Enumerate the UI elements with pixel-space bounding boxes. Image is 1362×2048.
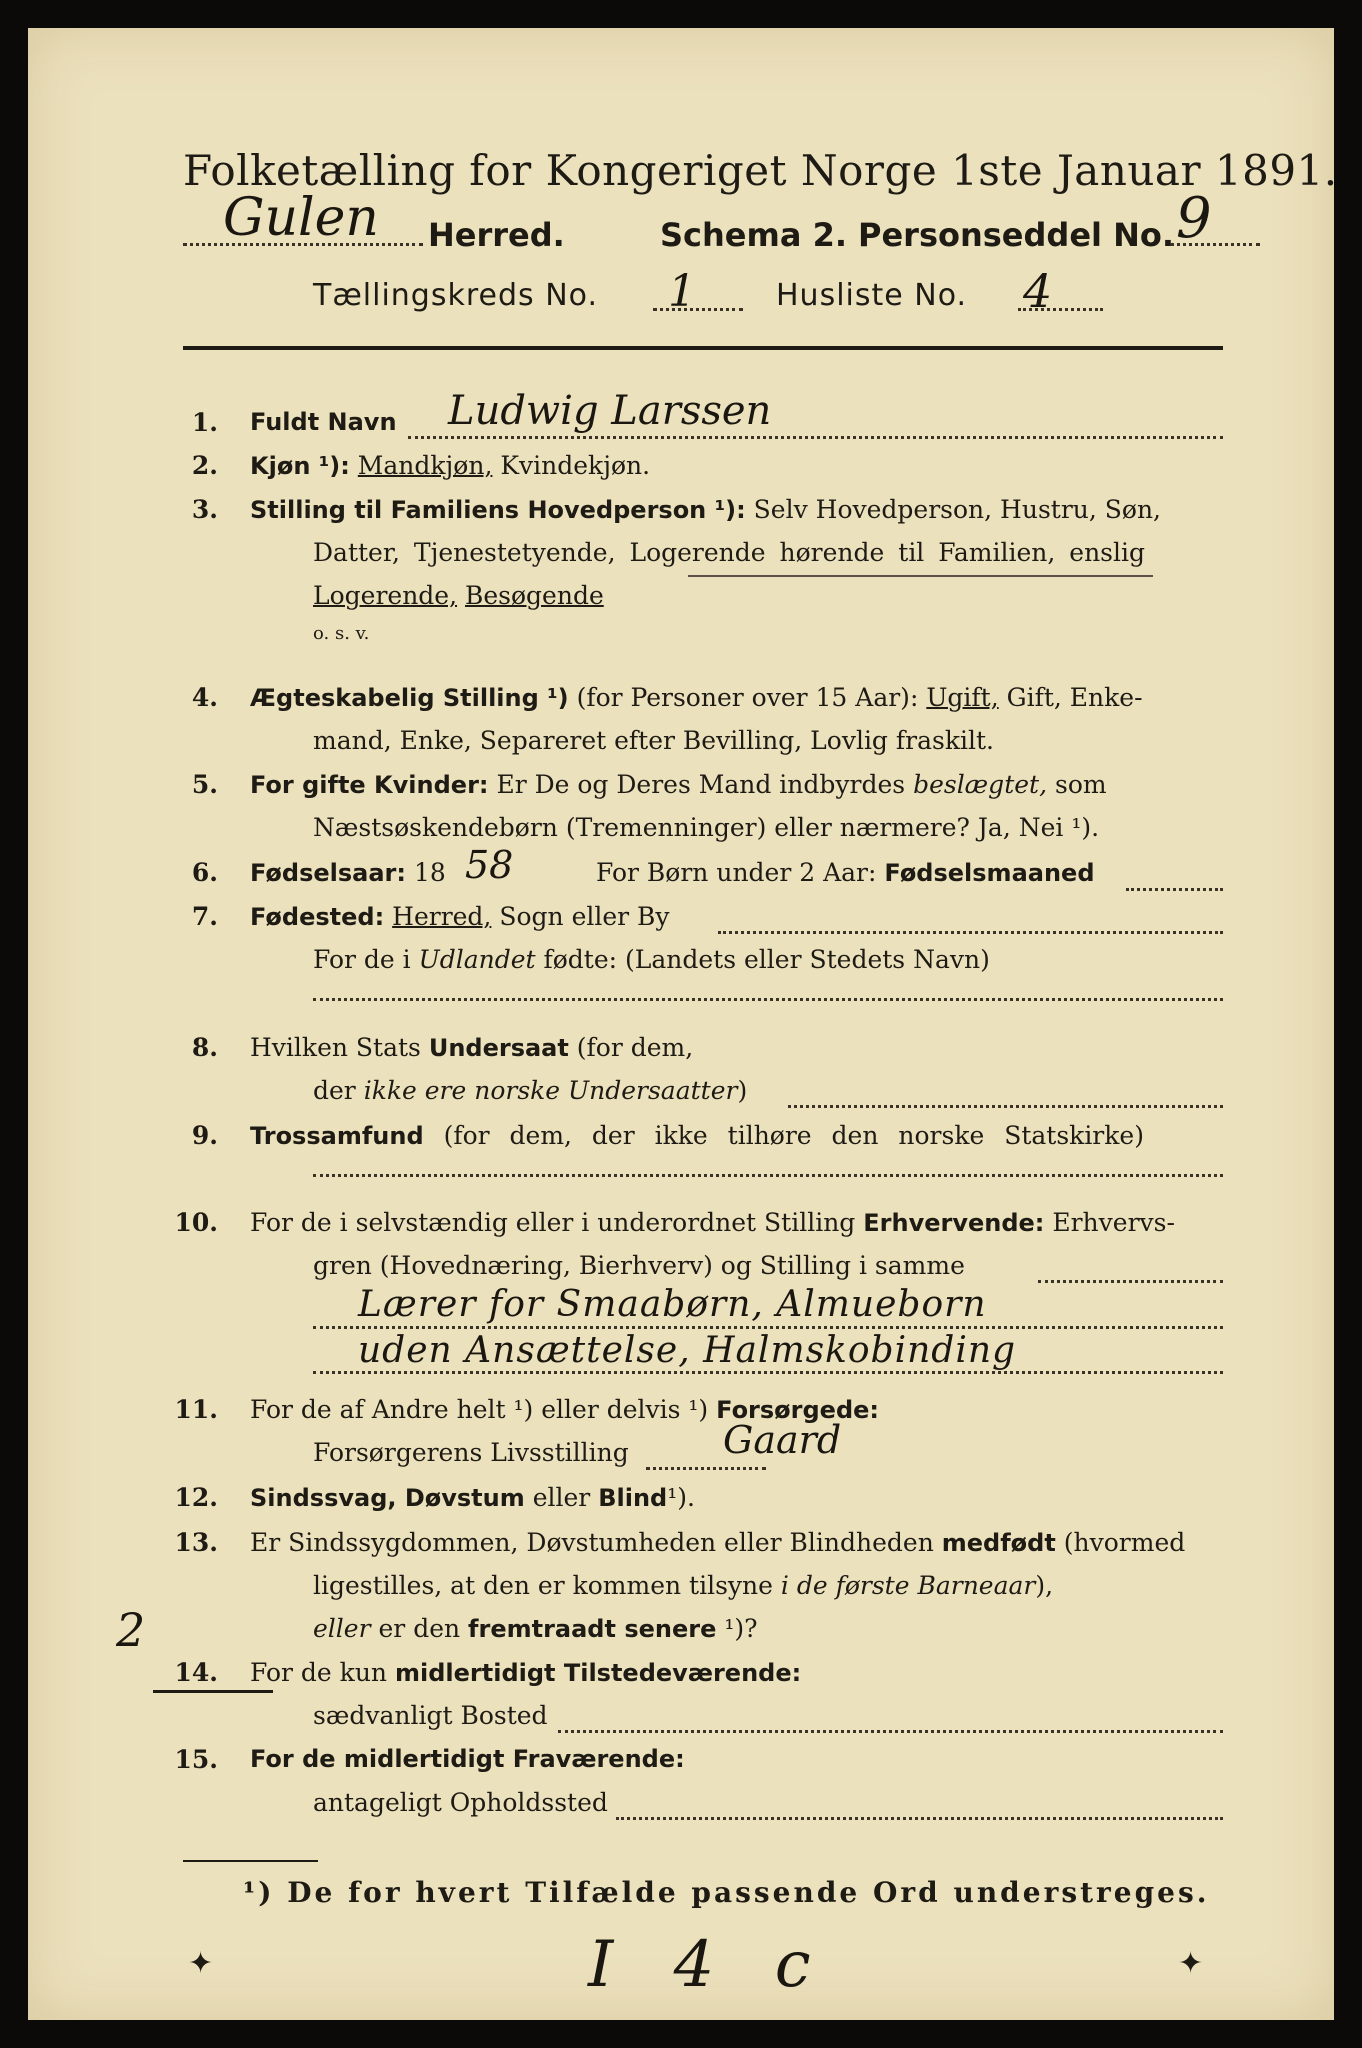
- q1-label: Fuldt Navn: [250, 408, 397, 436]
- q11-label: Forsørgede:: [716, 1396, 880, 1424]
- q8-line2-italic: ikke ere norske Undersaatter: [363, 1076, 738, 1105]
- q6-number: 6.: [191, 858, 218, 887]
- q3-underline-stroke: [688, 575, 1153, 577]
- q14-number: 14.: [174, 1658, 218, 1687]
- q8-line1a: Hvilken Stats: [250, 1033, 421, 1062]
- q7-option-herred: Herred,: [392, 902, 492, 931]
- census-form-sheet: [28, 28, 1338, 2020]
- q11-dotline: [646, 1467, 766, 1470]
- q9-label: Trossamfund: [250, 1122, 424, 1150]
- q10-number: 10.: [174, 1208, 218, 1237]
- q14-line1a: For de kun: [250, 1658, 388, 1687]
- q5-line1-rest: Er De og Deres Mand indbyrdes: [496, 770, 906, 799]
- q13-line3b: ¹)?: [724, 1614, 758, 1643]
- q2-number: 2.: [191, 451, 218, 480]
- q12-label2: Blind: [598, 1484, 668, 1512]
- q9-number: 9.: [191, 1121, 218, 1150]
- q6-year-prefix: 18: [413, 858, 446, 887]
- q8-number: 8.: [191, 1033, 218, 1062]
- q2-option-kvindekjon: Kvindekjøn.: [500, 451, 651, 480]
- q8-line2a: der: [313, 1076, 356, 1105]
- personseddel-label: Personseddel No.: [858, 216, 1175, 254]
- q7-label: Fødested:: [250, 903, 385, 931]
- q11-line1a: For de af Andre helt ¹) eller delvis ¹): [250, 1395, 709, 1424]
- q1-number: 1.: [191, 408, 218, 437]
- q14-dotline: [558, 1730, 1223, 1733]
- q13-label2: fremtraadt senere: [468, 1615, 717, 1643]
- q10-line2: gren (Hovednæring, Bierhverv) og Stilling i samme: [313, 1251, 965, 1280]
- q13-line1b: (hvormed: [1063, 1528, 1186, 1557]
- q10-line1b: Erhvervs-: [1052, 1208, 1175, 1237]
- q8-dotline: [788, 1105, 1223, 1108]
- corner-mark-right-icon: ✦: [1178, 1946, 1204, 1981]
- q10-handwritten-line1: Lærer for Smaabørn, Almueborn: [358, 1284, 987, 1325]
- q6-rest: For Børn under 2 Aar:: [596, 858, 877, 887]
- schema-label: Schema 2.: [660, 216, 847, 254]
- bottom-archive-mark: I 4 c: [588, 1928, 831, 2002]
- q13-number: 13.: [174, 1528, 218, 1557]
- q3-besogende: Besøgende: [465, 581, 604, 610]
- q7-dotline: [718, 931, 1223, 934]
- q1-dotline: [408, 436, 1223, 439]
- husliste-value: 4: [1023, 264, 1053, 318]
- q5-line2: Næstsøskendebørn (Tremenninger) eller nærmere? Ja, Nei ¹).: [313, 813, 1100, 842]
- q8-line2b: ): [737, 1076, 748, 1105]
- q12-end: ¹).: [667, 1483, 695, 1512]
- q11-line2: Forsørgerens Livsstilling: [313, 1438, 629, 1467]
- corner-mark-left-icon: ✦: [188, 1946, 214, 1981]
- q6-year-value: 58: [465, 843, 514, 887]
- q11-value: Gaard: [723, 1418, 842, 1462]
- q15-label: For de midlertidigt Fraværende:: [250, 1745, 685, 1773]
- q15-line2: antageligt Opholdssted: [313, 1788, 608, 1817]
- footnote: ¹) De for hvert Tilfælde passende Ord understreges.: [243, 1876, 1210, 1909]
- q10-line1a: For de i selvstændig eller i underordnet Stilling: [250, 1208, 856, 1237]
- q10-dotline1: [1038, 1280, 1223, 1283]
- q5-number: 5.: [191, 770, 218, 799]
- q13-line2-italic: i de første Barneaar: [780, 1571, 1036, 1600]
- q3-osv: o. s. v.: [313, 623, 370, 644]
- q5-label: For gifte Kvinder:: [250, 771, 489, 799]
- q2-label: Kjøn ¹):: [250, 452, 350, 480]
- q7-number: 7.: [191, 902, 218, 931]
- q3-label: Stilling til Familiens Hovedperson ¹):: [250, 496, 746, 524]
- q7-rest: Sogn eller By: [499, 902, 670, 931]
- q10-handwritten-line2: uden Ansættelse, Halmskobinding: [358, 1330, 1017, 1371]
- q3-logerende: Logerende,: [313, 581, 458, 610]
- q4-line2: mand, Enke, Separeret efter Bevilling, Lovlig fraskilt.: [313, 726, 994, 755]
- taellingskreds-value: 1: [668, 266, 696, 317]
- q13-line3-italic: eller: [313, 1614, 371, 1643]
- q14-margin-stroke: [153, 1690, 273, 1693]
- q8-label: Undersaat: [428, 1034, 569, 1062]
- q9-rest: (for dem, der ikke tilhøre den norske Statskirke): [443, 1121, 1144, 1150]
- q12-number: 12.: [174, 1483, 218, 1512]
- q13-line3a: er den: [378, 1614, 461, 1643]
- q13-line2a: ligestilles, at den er kommen tilsyne: [313, 1571, 773, 1600]
- q14-line2: sædvanligt Bosted: [313, 1701, 548, 1730]
- q13-label: medfødt: [941, 1529, 1056, 1557]
- q15-number: 15.: [174, 1745, 218, 1774]
- q1-name-value: Ludwig Larssen: [448, 388, 772, 434]
- q12-label: Sindssvag, Døvstum: [250, 1484, 525, 1512]
- footnote-rule: [183, 1860, 318, 1862]
- q5-line1-italic: beslægtet,: [913, 770, 1048, 799]
- q4-option-ugift: Ugift,: [926, 683, 999, 712]
- q3-number: 3.: [191, 495, 218, 524]
- taellingskreds-label: Tællingskreds No.: [313, 278, 598, 313]
- q10-label: Erhvervende:: [863, 1209, 1045, 1237]
- q10-dotline3: [313, 1371, 1223, 1374]
- herred-label: Herred.: [428, 216, 565, 254]
- q13-line1a: Er Sindssygdommen, Døvstumheden eller Blindheden: [250, 1528, 934, 1557]
- q4-line1-rest: (for Personer over 15 Aar):: [576, 683, 919, 712]
- q14-margin-mark: 2: [116, 1603, 146, 1657]
- q15-dotline: [616, 1817, 1223, 1820]
- q7-line2b: fødte: (Landets eller Stedets Navn): [543, 945, 990, 974]
- q8-line1b: (for dem,: [576, 1033, 694, 1062]
- q14-label: midlertidigt Tilstedeværende:: [394, 1659, 802, 1687]
- q6-dotline: [1126, 888, 1223, 891]
- personseddel-value: 9: [1176, 186, 1212, 251]
- q10-dotline2: [313, 1326, 1223, 1329]
- q7-dotline2: [313, 998, 1223, 1001]
- header-rule: [183, 346, 1223, 350]
- q13-line2b: ),: [1035, 1571, 1054, 1600]
- q11-number: 11.: [174, 1395, 218, 1424]
- q12-mid: eller: [532, 1483, 591, 1512]
- q9-dotline: [313, 1174, 1223, 1177]
- q6-label: Fødselsaar:: [250, 859, 406, 887]
- q6-label2: Fødselsmaaned: [884, 859, 1095, 887]
- husliste-label: Husliste No.: [776, 278, 968, 313]
- q4-label: Ægteskabelig Stilling ¹): [250, 684, 569, 712]
- q3-line1: Selv Hovedperson, Hustru, Søn,: [753, 495, 1161, 524]
- q4-line1-end: Gift, Enke-: [1006, 683, 1143, 712]
- q2-option-mandkjon: Mandkjøn,: [357, 451, 493, 480]
- form-title: Folketælling for Kongeriget Norge 1ste Januar 1891.: [183, 146, 1338, 195]
- q3-line2: Datter, Tjenestetyende, Logerende hørende til Familien, enslig: [313, 538, 1146, 567]
- q4-number: 4.: [191, 683, 218, 712]
- q7-line2-italic: Udlandet: [418, 945, 536, 974]
- herred-value: Gulen: [223, 188, 379, 248]
- taellingskreds-dotline: [653, 308, 743, 311]
- q5-line1-end: som: [1054, 770, 1107, 799]
- q7-line2a: For de i: [313, 945, 411, 974]
